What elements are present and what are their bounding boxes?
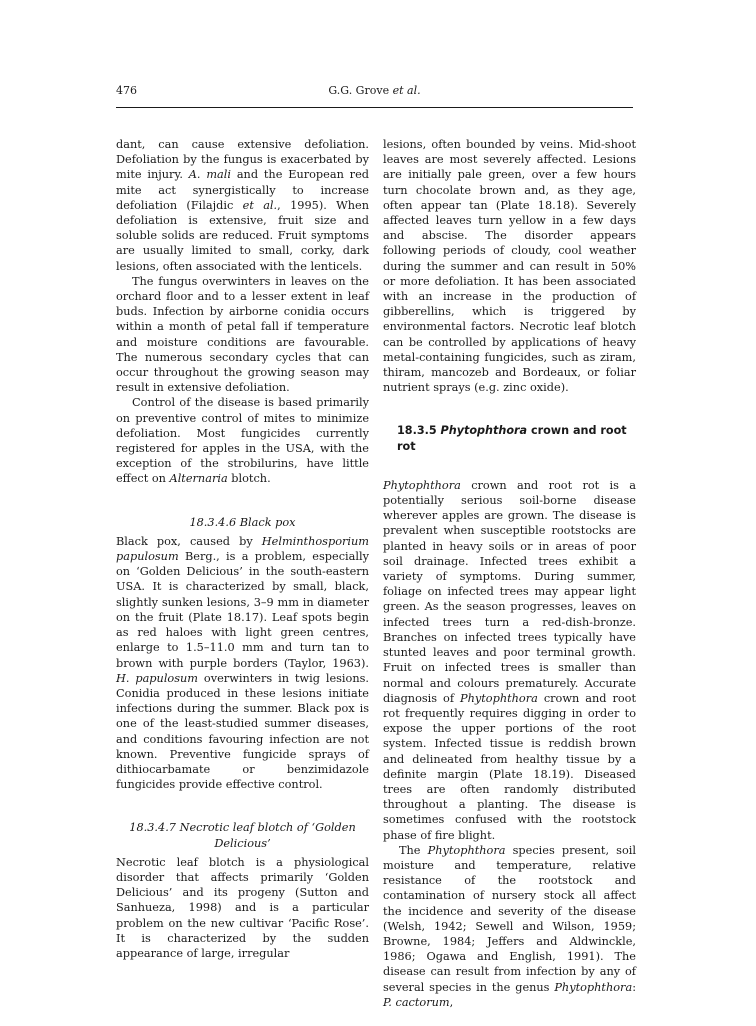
paragraph	[383, 137, 636, 395]
text-run: overwinters in twig lesions. Conidia produced in these lesions initiate infections during the summer. Black pox is one of the least-studied summer diseases, and conditions favouring infection are not known. Preventive fungicide sprays of dithiocarbamate or benzimidazole fungicides provide effective control.	[116, 671, 369, 792]
paragraph	[383, 843, 636, 1010]
italic-run: Alternaria	[169, 472, 228, 486]
italic-run: P. cactorum	[383, 995, 450, 1009]
running-head-authors	[116, 82, 633, 100]
text-run: crown and root rot is a potentially serious soil-borne disease wherever apples are grown. The disease is prevalent when susceptible rootstocks are planted in heavy soils or in areas of poor soil drainage. Infected trees exhibit a variety of symptoms. During summer, foliage on infected trees may appear light green. As the season progresses, leaves on infected trees turn a red-dish-bronze. Branches on infected trees typically have stunted leaves and poor terminal growth. Fruit on infected trees is smaller than normal and colours prematurely. Accurate diagnosis of	[383, 478, 636, 705]
paragraph	[116, 137, 369, 274]
right-column	[383, 137, 636, 1010]
text-run: ,	[449, 995, 454, 1009]
spacer	[116, 792, 369, 820]
text-run: Control of the disease is based primarily on preventive control of mites to minimize defoliation. Most fungicides currently registered for apples in the USA, with the exception of the strobilurins, have little effect on	[116, 396, 369, 486]
text-run: The fungus overwinters in leaves on the orchard floor and to a lesser extent in leaf buds. Infection by airborne conidia occurs within a month of petal fall if temperature and moisture conditions are favourable. The numerous secondary cycles that can occur throughout the growing season may result in extensive defoliation.	[116, 274, 369, 395]
text-run: Necrotic leaf blotch is a physiological disorder that affects primarily ‘Golden Delicious’ and its progeny (Sutton and Sanhueza, 1998) and is a particular problem on the new cultivar ‘Pacific Rose’. It is characterized by the sudden appearance of large, irregular	[116, 855, 369, 960]
running-head	[116, 82, 633, 100]
heading-number: 18.3.5	[397, 424, 441, 438]
text-run: dant, can cause extensive defoliation. Defoliation by the fungus is exacerbated by mite injury.	[116, 138, 369, 182]
heading-line: 18.3.4.7 Necrotic leaf blotch of ‘Golden	[129, 821, 356, 835]
heading-line: Delicious’	[214, 836, 271, 850]
text-run: lesions, often bounded by veins. Mid-shoot leaves are most severely affected. Lesions are initially pale green, over a few hours turn chocolate brown and, as they age, often appear tan (Plate 18.18). Severely affected leaves turn yellow in a few days and abscise. The disorder appears following periods of cloudy, cool weather during the summer and can result in 50% or more defoliation. It has been associated with an increase in the production of gibberellins, which is triggered by environmental factors. Necrotic leaf blotch can be controlled by applications of heavy metal-containing fungicides, such as ziram, thiram, mancozeb and Bordeaux, or foliar nutrient sprays (e.g. zinc oxide).	[383, 138, 636, 395]
italic-run: Phytophthora	[427, 843, 506, 857]
paragraph	[116, 534, 369, 792]
text-run: blotch.	[227, 472, 271, 486]
spacer	[383, 395, 636, 423]
text-run: and the European red mite act synergistically to increase defoliation (Filajdic	[116, 168, 370, 212]
heading-genus: Phytophthora	[440, 424, 528, 438]
text-run: The	[399, 843, 428, 857]
italic-run: et al.	[242, 198, 278, 212]
section-heading-necrotic-leaf-blotch	[116, 820, 369, 850]
section-heading-black-pox: 18.3.4.6 Black pox	[189, 515, 296, 529]
italic-run: Phytophthora	[554, 980, 633, 994]
paragraph	[116, 855, 369, 961]
text-run: crown and root rot frequently requires digging in order to expose the upper portions of the root system. Infected tissue is reddish brown and delineated from healthy tissue by a definite margin (Plate 18.19). Diseased trees are often randomly distributed throughout a planting. The disease is sometimes confused with the rootstock phase of fire blight.	[383, 691, 636, 842]
authors-etal: et al.	[392, 84, 421, 97]
authors-name: G.G. Grove	[328, 84, 393, 97]
left-column	[116, 137, 369, 961]
italic-run: Helminthosporium papulosum	[116, 534, 369, 564]
page-number: 476	[116, 84, 137, 97]
italic-run: A. mali	[188, 168, 231, 182]
text-run: Black pox, caused by	[116, 534, 262, 548]
paragraph	[383, 478, 636, 843]
paragraph	[116, 274, 369, 396]
header-rule	[116, 107, 633, 108]
italic-run: Phytophthora	[383, 478, 461, 492]
italic-run: Phytophthora	[460, 691, 538, 705]
paragraph	[116, 395, 369, 486]
text-run: species present, soil moisture and temperature, relative resistance of the rootstock and contamination of nursery stock all affect the incidence and severity of the disease (Welsh, 1942; Sewell and Wilson, 1959; Browne, 1984; Jeffers and Aldwinckle, 1986; Ogawa and English, 1991). The disease can result from infection by any of several species in the genus	[383, 843, 636, 994]
section-heading-phytophthora	[383, 423, 636, 453]
spacer	[116, 487, 369, 515]
spacer	[383, 454, 636, 478]
text-run: :	[632, 980, 636, 994]
italic-run: H. papulosum	[116, 671, 199, 685]
text-run: Berg., is a problem, especially on ‘Golden Delicious’ in the south-eastern USA. It is characterized by small, black, slightly sunken lesions, 3–9 mm in diameter on the fruit (Plate 18.17). Leaf spots begin as red haloes with light green centres, enlarge to 1.5–11.0 mm and turn tan to brown with purple borders (Taylor, 1963).	[116, 550, 369, 670]
text-run: , 1995). When defoliation is extensive, fruit size and soluble solids are reduced. Fruit symptoms are usually limited to small, corky, dark lesions, often associated with the lenticels.	[116, 198, 369, 273]
heading-text: crown and root rot	[397, 424, 627, 453]
